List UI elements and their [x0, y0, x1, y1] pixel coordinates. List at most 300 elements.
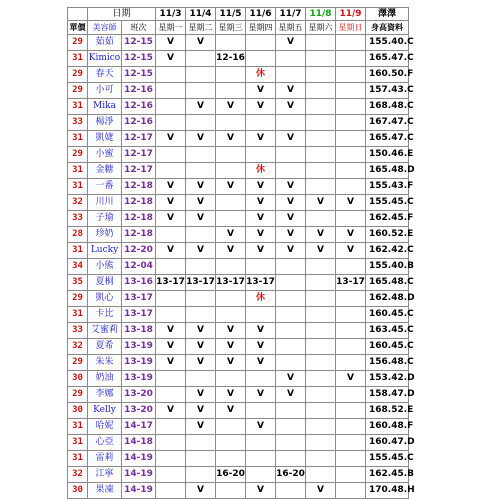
day-cell [306, 51, 336, 67]
day-cell [336, 451, 366, 467]
day-cell: V [156, 403, 186, 419]
profile-tag-cell: 162.42.C [366, 243, 409, 259]
stylist-name-cell: 夏桐 [88, 275, 122, 291]
day-cell: V [186, 387, 216, 403]
day-cell [216, 67, 246, 83]
weekday-header-5: 星期六 [306, 21, 336, 35]
day-cell: V [246, 483, 276, 499]
shift-cell: 13-18 [122, 323, 156, 339]
day-cell [336, 259, 366, 275]
price-cell: 29 [68, 67, 88, 83]
stylist-name-cell: 川川 [88, 195, 122, 211]
price-cell: 33 [68, 323, 88, 339]
day-cell [306, 83, 336, 99]
day-cell [336, 323, 366, 339]
table-row [68, 51, 409, 67]
stylist-name-cell: 奶油 [88, 371, 122, 387]
day-cell: V [156, 323, 186, 339]
table-row [68, 451, 409, 467]
day-cell [246, 435, 276, 451]
profile-tag-cell: 157.43.C [366, 83, 409, 99]
stylist-name-cell: 金糖 [88, 163, 122, 179]
shift-cell: 13-17 [122, 291, 156, 307]
table-row [68, 483, 409, 499]
stylist-name-cell: 李娜 [88, 387, 122, 403]
day-cell: V [186, 211, 216, 227]
day-cell [216, 115, 246, 131]
day-cell: V [186, 179, 216, 195]
stylist-name-cell: 朱朱 [88, 355, 122, 371]
day-cell: 休 [246, 163, 276, 179]
profile-tag-cell: 165.47.C [366, 51, 409, 67]
day-cell [336, 51, 366, 67]
day-cell: V [156, 51, 186, 67]
day-cell [336, 307, 366, 323]
day-cell [156, 259, 186, 275]
day-cell [186, 451, 216, 467]
day-cell [306, 131, 336, 147]
profile-tag-cell: 170.48.H [366, 483, 409, 499]
shift-cell: 13-20 [122, 387, 156, 403]
profile-tag-cell: 165.47.C [366, 131, 409, 147]
day-cell: V [216, 355, 246, 371]
price-cell: 29 [68, 147, 88, 163]
table-row [68, 355, 409, 371]
day-cell [186, 435, 216, 451]
day-cell [156, 115, 186, 131]
day-cell: V [246, 179, 276, 195]
day-cell: V [156, 35, 186, 51]
price-cell: 31 [68, 131, 88, 147]
header-row-dates [68, 8, 409, 21]
stylist-name-cell: 茹茹 [88, 35, 122, 51]
day-cell [156, 147, 186, 163]
day-cell [306, 147, 336, 163]
day-cell: V [216, 339, 246, 355]
weekday-header-4: 星期五 [276, 21, 306, 35]
weekday-header-0: 星期一 [156, 21, 186, 35]
day-cell [216, 371, 246, 387]
table-row [68, 147, 409, 163]
table-row [68, 339, 409, 355]
stylist-name-cell: Lucky [88, 243, 122, 259]
shift-cell: 14-19 [122, 451, 156, 467]
day-cell: V [306, 227, 336, 243]
header-class: 班次 [122, 21, 156, 35]
table-row [68, 211, 409, 227]
shift-cell: 14-17 [122, 419, 156, 435]
shift-cell: 13-16 [122, 275, 156, 291]
day-cell: V [156, 179, 186, 195]
day-cell: V [216, 179, 246, 195]
day-cell: V [186, 419, 216, 435]
day-cell [156, 419, 186, 435]
day-cell: V [216, 243, 246, 259]
day-cell: V [156, 355, 186, 371]
day-cell [216, 147, 246, 163]
day-cell [156, 163, 186, 179]
table-row [68, 419, 409, 435]
day-cell: V [306, 243, 336, 259]
day-cell [336, 419, 366, 435]
day-cell [276, 163, 306, 179]
shift-cell: 12-17 [122, 163, 156, 179]
shift-cell: 13-19 [122, 355, 156, 371]
day-cell [306, 323, 336, 339]
day-cell [246, 403, 276, 419]
day-cell [336, 291, 366, 307]
day-cell [306, 451, 336, 467]
stylist-name-cell: 凱婕 [88, 131, 122, 147]
profile-tag-cell: 168.52.E [366, 403, 409, 419]
day-cell [276, 291, 306, 307]
day-cell: V [306, 195, 336, 211]
day-cell [276, 323, 306, 339]
profile-tag-cell: 160.50.F [366, 67, 409, 83]
day-cell [186, 51, 216, 67]
day-cell: V [336, 195, 366, 211]
day-cell: V [246, 339, 276, 355]
day-cell: V [156, 339, 186, 355]
header-date-label: 日期 [88, 8, 156, 21]
day-cell [336, 467, 366, 483]
day-cell: V [156, 243, 186, 259]
day-cell [156, 387, 186, 403]
profile-tag-cell: 155.43.F [366, 179, 409, 195]
shift-cell: 12-15 [122, 35, 156, 51]
day-cell [306, 115, 336, 131]
shift-cell: 12-15 [122, 67, 156, 83]
day-cell [336, 179, 366, 195]
date-header-2: 11/5 [216, 8, 246, 21]
day-cell [336, 387, 366, 403]
day-cell: V [246, 211, 276, 227]
day-cell [306, 99, 336, 115]
day-cell: 16-20 [216, 467, 246, 483]
day-cell: V [186, 243, 216, 259]
day-cell: V [306, 483, 336, 499]
day-cell: V [216, 131, 246, 147]
schedule-table [67, 7, 415, 499]
stylist-name-cell: 楊淨 [88, 115, 122, 131]
day-cell: V [276, 243, 306, 259]
header-tag-top: 澤澤 [366, 8, 409, 21]
stylist-name-cell: Kimico [88, 51, 122, 67]
day-cell: 13-17 [336, 275, 366, 291]
day-cell: V [276, 131, 306, 147]
day-cell [336, 339, 366, 355]
table-row [68, 435, 409, 451]
day-cell: V [186, 483, 216, 499]
price-cell: 31 [68, 99, 88, 115]
stylist-name-cell: 一番 [88, 179, 122, 195]
day-cell [216, 195, 246, 211]
shift-cell: 14-19 [122, 483, 156, 499]
price-cell: 31 [68, 419, 88, 435]
price-cell: 33 [68, 115, 88, 131]
table-row [68, 291, 409, 307]
day-cell [246, 35, 276, 51]
day-cell [276, 355, 306, 371]
profile-tag-cell: 156.48.C [366, 355, 409, 371]
table-row [68, 35, 409, 51]
day-cell: V [216, 323, 246, 339]
shift-cell: 14-18 [122, 435, 156, 451]
shift-cell: 12-18 [122, 195, 156, 211]
day-cell [336, 35, 366, 51]
stylist-name-cell: 果凍 [88, 483, 122, 499]
stylist-name-cell: 雷莉 [88, 451, 122, 467]
day-cell: 休 [246, 291, 276, 307]
day-cell [216, 163, 246, 179]
shift-cell: 12-16 [122, 83, 156, 99]
profile-tag-cell: 160.48.F [366, 419, 409, 435]
stylist-name-cell: Kelly [88, 403, 122, 419]
day-cell [306, 67, 336, 83]
day-cell: V [156, 131, 186, 147]
table-row [68, 83, 409, 99]
profile-tag-cell: 168.48.C [366, 99, 409, 115]
day-cell [186, 163, 216, 179]
profile-tag-cell: 162.45.F [366, 211, 409, 227]
table-row [68, 163, 409, 179]
day-cell: V [246, 83, 276, 99]
day-cell: V [276, 99, 306, 115]
stylist-name-cell: 珍奶 [88, 227, 122, 243]
day-cell: V [246, 243, 276, 259]
stylist-name-cell: Mika [88, 99, 122, 115]
day-cell [156, 467, 186, 483]
header-stylist: 美容師 [88, 21, 122, 35]
day-cell [306, 419, 336, 435]
date-header-3: 11/6 [246, 8, 276, 21]
price-cell: 31 [68, 451, 88, 467]
day-cell [306, 339, 336, 355]
stylist-name-cell: 卡比 [88, 307, 122, 323]
day-cell: V [336, 371, 366, 387]
day-cell: 13-17 [186, 275, 216, 291]
shift-cell: 12-16 [122, 99, 156, 115]
day-cell: V [156, 195, 186, 211]
weekday-header-1: 星期二 [186, 21, 216, 35]
table-row [68, 323, 409, 339]
price-cell: 32 [68, 195, 88, 211]
day-cell [276, 435, 306, 451]
day-cell: V [276, 35, 306, 51]
table-row [68, 115, 409, 131]
profile-tag-cell: 165.48.D [366, 163, 409, 179]
price-cell: 31 [68, 51, 88, 67]
stylist-name-cell: 小蜜 [88, 147, 122, 163]
day-cell [276, 403, 306, 419]
day-cell [246, 307, 276, 323]
day-cell [216, 83, 246, 99]
price-cell: 30 [68, 403, 88, 419]
date-header-1: 11/4 [186, 8, 216, 21]
day-cell: V [186, 99, 216, 115]
profile-tag-cell: 160.45.C [366, 307, 409, 323]
price-cell: 31 [68, 163, 88, 179]
shift-cell: 13-19 [122, 339, 156, 355]
table-row [68, 387, 409, 403]
day-cell: V [216, 403, 246, 419]
day-cell [156, 451, 186, 467]
shift-cell: 12-18 [122, 179, 156, 195]
day-cell [156, 291, 186, 307]
day-cell [336, 131, 366, 147]
price-cell: 31 [68, 435, 88, 451]
profile-tag-cell: 160.45.C [366, 339, 409, 355]
price-cell: 29 [68, 387, 88, 403]
day-cell [276, 307, 306, 323]
profile-tag-cell: 150.46.E [366, 147, 409, 163]
day-cell [156, 307, 186, 323]
table-row [68, 467, 409, 483]
day-cell [306, 435, 336, 451]
day-cell: V [246, 99, 276, 115]
day-cell: 16-20 [276, 467, 306, 483]
day-cell [336, 147, 366, 163]
header-price: 單價 [68, 21, 88, 35]
day-cell [186, 147, 216, 163]
day-cell [246, 147, 276, 163]
day-cell [246, 467, 276, 483]
day-cell [336, 163, 366, 179]
shift-cell: 12-17 [122, 147, 156, 163]
day-cell: 13-17 [156, 275, 186, 291]
date-header-5: 11/8 [306, 8, 336, 21]
day-cell: V [246, 227, 276, 243]
day-cell: 13-17 [246, 275, 276, 291]
day-cell [306, 467, 336, 483]
stylist-name-cell: 小熊 [88, 259, 122, 275]
day-cell [306, 35, 336, 51]
day-cell [216, 451, 246, 467]
day-cell [306, 387, 336, 403]
price-cell: 30 [68, 483, 88, 499]
profile-tag-cell: 160.47.D [366, 435, 409, 451]
day-cell: V [186, 195, 216, 211]
price-cell: 31 [68, 179, 88, 195]
day-cell [276, 483, 306, 499]
day-cell: V [276, 211, 306, 227]
day-cell: V [246, 323, 276, 339]
header-row-labels [68, 21, 409, 35]
day-cell: 休 [246, 67, 276, 83]
stylist-name-cell: 心亞 [88, 435, 122, 451]
profile-tag-cell: 167.47.C [366, 115, 409, 131]
day-cell [336, 115, 366, 131]
day-cell [216, 211, 246, 227]
price-cell: 33 [68, 211, 88, 227]
day-cell [186, 467, 216, 483]
day-cell [186, 67, 216, 83]
stylist-name-cell: 江寧 [88, 467, 122, 483]
day-cell: V [246, 355, 276, 371]
day-cell [186, 371, 216, 387]
day-cell [276, 67, 306, 83]
day-cell [186, 115, 216, 131]
day-cell [156, 67, 186, 83]
day-cell [156, 99, 186, 115]
table-row [68, 179, 409, 195]
day-cell [276, 451, 306, 467]
date-header-0: 11/3 [156, 8, 186, 21]
price-cell: 29 [68, 291, 88, 307]
table-row [68, 131, 409, 147]
day-cell [336, 83, 366, 99]
profile-tag-cell: 155.45.C [366, 195, 409, 211]
day-cell [186, 259, 216, 275]
day-cell [306, 163, 336, 179]
day-cell [156, 435, 186, 451]
shift-cell: 12-04 [122, 259, 156, 275]
day-cell: V [276, 387, 306, 403]
day-cell [336, 483, 366, 499]
day-cell [156, 227, 186, 243]
day-cell: V [246, 419, 276, 435]
table-row [68, 307, 409, 323]
day-cell [306, 403, 336, 419]
shift-cell: 12-17 [122, 131, 156, 147]
day-cell: V [336, 243, 366, 259]
day-cell [156, 83, 186, 99]
profile-tag-cell: 165.48.C [366, 275, 409, 291]
day-cell [246, 451, 276, 467]
day-cell [216, 35, 246, 51]
day-cell [216, 307, 246, 323]
shift-cell: 12-20 [122, 243, 156, 259]
day-cell: V [186, 323, 216, 339]
table-row [68, 227, 409, 243]
table-row [68, 259, 409, 275]
stylist-name-cell: 子瑜 [88, 211, 122, 227]
day-cell [246, 51, 276, 67]
day-cell [306, 211, 336, 227]
profile-tag-cell: 162.45.B [366, 467, 409, 483]
day-cell: V [276, 195, 306, 211]
day-cell [276, 147, 306, 163]
day-cell [306, 275, 336, 291]
day-cell [216, 435, 246, 451]
profile-tag-cell: 158.47.D [366, 387, 409, 403]
shift-cell: 13-20 [122, 403, 156, 419]
date-header-4: 11/7 [276, 8, 306, 21]
price-cell: 28 [68, 227, 88, 243]
stylist-name-cell: 小可 [88, 83, 122, 99]
shift-cell: 12-15 [122, 51, 156, 67]
day-cell [306, 371, 336, 387]
day-cell: V [186, 339, 216, 355]
day-cell: 13-17 [216, 275, 246, 291]
day-cell [276, 115, 306, 131]
day-cell [306, 307, 336, 323]
price-cell: 35 [68, 275, 88, 291]
day-cell: V [186, 131, 216, 147]
day-cell: V [186, 403, 216, 419]
day-cell [186, 291, 216, 307]
day-cell [156, 483, 186, 499]
day-cell: V [276, 83, 306, 99]
shift-cell: 13-19 [122, 371, 156, 387]
table-row [68, 371, 409, 387]
day-cell [336, 435, 366, 451]
day-cell [186, 83, 216, 99]
day-cell [276, 51, 306, 67]
weekday-header-3: 星期四 [246, 21, 276, 35]
day-cell [156, 371, 186, 387]
price-cell: 34 [68, 259, 88, 275]
